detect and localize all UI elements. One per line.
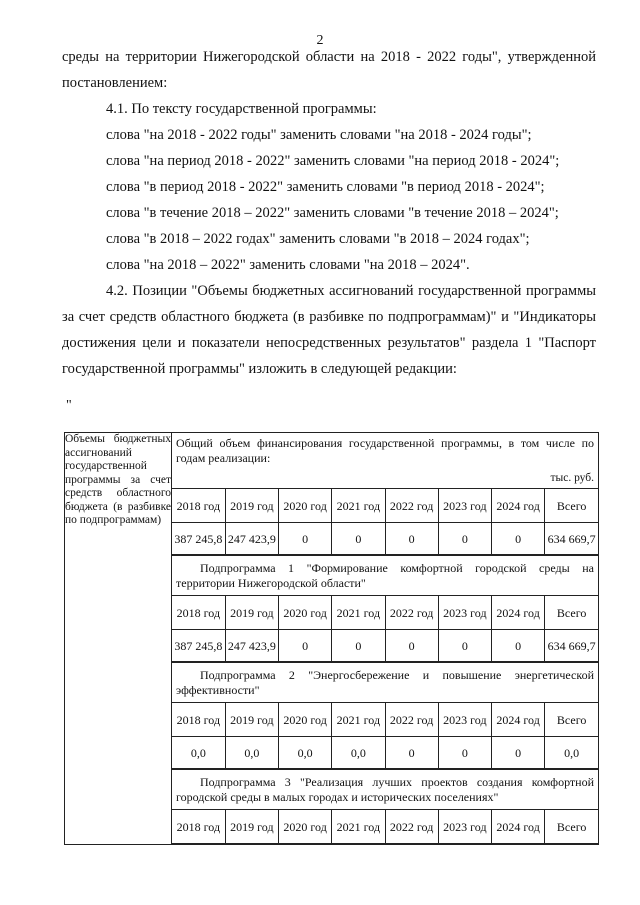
year-header: 2022 год (385, 703, 438, 737)
total-header: Всего (545, 810, 598, 844)
value-cell: 0 (492, 523, 545, 555)
year-header: 2018 год (172, 489, 225, 523)
financing-intro: Общий объем финансирования государственной программы, в том числе по годам реализации: (176, 436, 594, 465)
value-cell: 387 245,8 (172, 630, 225, 662)
subprogram-2-table (172, 702, 598, 769)
value-cell: 0 (438, 737, 491, 769)
year-header: 2018 год (172, 810, 225, 844)
value-cell: 0,0 (332, 737, 385, 769)
value-cell: 0 (332, 630, 385, 662)
value-cell: 247 423,9 (225, 630, 278, 662)
year-header: 2023 год (438, 810, 491, 844)
list-item: слова "на 2018 - 2022 годы" заменить словами "на 2018 - 2024 годы"; (106, 127, 532, 143)
list-item: слова "на период 2018 - 2022" заменить словами "на период 2018 - 2024"; (106, 153, 560, 169)
opening-quote: " (66, 398, 72, 413)
year-header: 2021 год (332, 596, 385, 630)
row-label: Объемы бюджетных ассигнований государственной программы за счет средств областного бюджета (в разбивке по подпрограммам) (65, 433, 172, 845)
units-label: тыс. руб. (550, 472, 594, 484)
list-item: 4.1. По тексту государственной программы: (106, 101, 377, 117)
total-header: Всего (545, 596, 598, 630)
amendment-list (62, 96, 596, 278)
list-item: слова "в период 2018 - 2022" заменить словами "в период 2018 - 2024"; (106, 179, 545, 195)
value-cell: 387 245,8 (172, 523, 225, 555)
year-header: 2020 год (279, 810, 332, 844)
value-cell: 0,0 (279, 737, 332, 769)
value-cell: 0 (332, 523, 385, 555)
value-cell: 247 423,9 (225, 523, 278, 555)
year-header: 2021 год (332, 810, 385, 844)
year-header: 2019 год (225, 596, 278, 630)
year-header: 2024 год (492, 489, 545, 523)
value-cell: 0 (385, 630, 438, 662)
subprogram-1-title: Подпрограмма 1 "Формирование комфортной городской среды на территории Нижегородской области" (172, 555, 598, 595)
value-cell: 0 (279, 523, 332, 555)
value-cell: 0 (492, 630, 545, 662)
year-header: 2023 год (438, 489, 491, 523)
year-header: 2019 год (225, 489, 278, 523)
subprogram-3-table (172, 809, 598, 844)
year-header: 2018 год (172, 703, 225, 737)
list-item: слова "в течение 2018 – 2022" заменить словами "в течение 2018 – 2024"; (106, 205, 559, 221)
total-header: Всего (545, 489, 598, 523)
year-header: 2023 год (438, 703, 491, 737)
year-header: 2022 год (385, 810, 438, 844)
total-header: Всего (545, 703, 598, 737)
year-header: 2024 год (492, 596, 545, 630)
value-cell: 0 (492, 737, 545, 769)
value-cell: 0,0 (172, 737, 225, 769)
financing-cell (172, 433, 599, 845)
subprogram-1-table (172, 595, 598, 662)
total-financing-table (172, 488, 598, 555)
year-header: 2021 год (332, 489, 385, 523)
list-item: слова "на 2018 – 2022" заменить словами "на 2018 – 2024". (106, 257, 470, 273)
year-header: 2020 год (279, 703, 332, 737)
total-value-cell: 634 669,7 (545, 523, 598, 555)
paragraph-4-2: 4.2. Позиции "Объемы бюджетных ассигнований государственной программы за счет средств областного бюджета (в разбивке по подпрограммам)" и "Индикаторы достижения цели и показатели непосредственных результатов" раздела 1 "Паспорт государственной программы" изложить в следующей редакции: (62, 283, 596, 377)
year-header: 2018 год (172, 596, 225, 630)
year-header: 2019 год (225, 810, 278, 844)
value-cell: 0 (438, 630, 491, 662)
year-header: 2021 год (332, 703, 385, 737)
value-cell: 0 (438, 523, 491, 555)
year-header: 2020 год (279, 596, 332, 630)
page-number: 2 (316, 33, 324, 48)
year-header: 2020 год (279, 489, 332, 523)
value-cell: 0 (279, 630, 332, 662)
total-value-cell: 0,0 (545, 737, 598, 769)
year-header: 2024 год (492, 703, 545, 737)
value-cell: 0 (385, 523, 438, 555)
value-cell: 0 (385, 737, 438, 769)
passport-table (64, 432, 599, 845)
year-header: 2024 год (492, 810, 545, 844)
subprogram-2-title: Подпрограмма 2 "Энергосбережение и повышение энергетической эффективности" (172, 662, 598, 702)
subprogram-3-title: Подпрограмма 3 "Реализация лучших проектов создания комфортной городской среды в малых городах и исторических поселениях" (172, 769, 598, 809)
total-value-cell: 634 669,7 (545, 630, 598, 662)
paragraph-intro: среды на территории Нижегородской области на 2018 - 2022 годы", утвержденной постановлением: (62, 49, 596, 91)
year-header: 2023 год (438, 596, 491, 630)
year-header: 2019 год (225, 703, 278, 737)
year-header: 2022 год (385, 596, 438, 630)
year-header: 2022 год (385, 489, 438, 523)
list-item: слова "в 2018 – 2022 годах" заменить словами "в 2018 – 2024 годах"; (106, 231, 530, 247)
value-cell: 0,0 (225, 737, 278, 769)
